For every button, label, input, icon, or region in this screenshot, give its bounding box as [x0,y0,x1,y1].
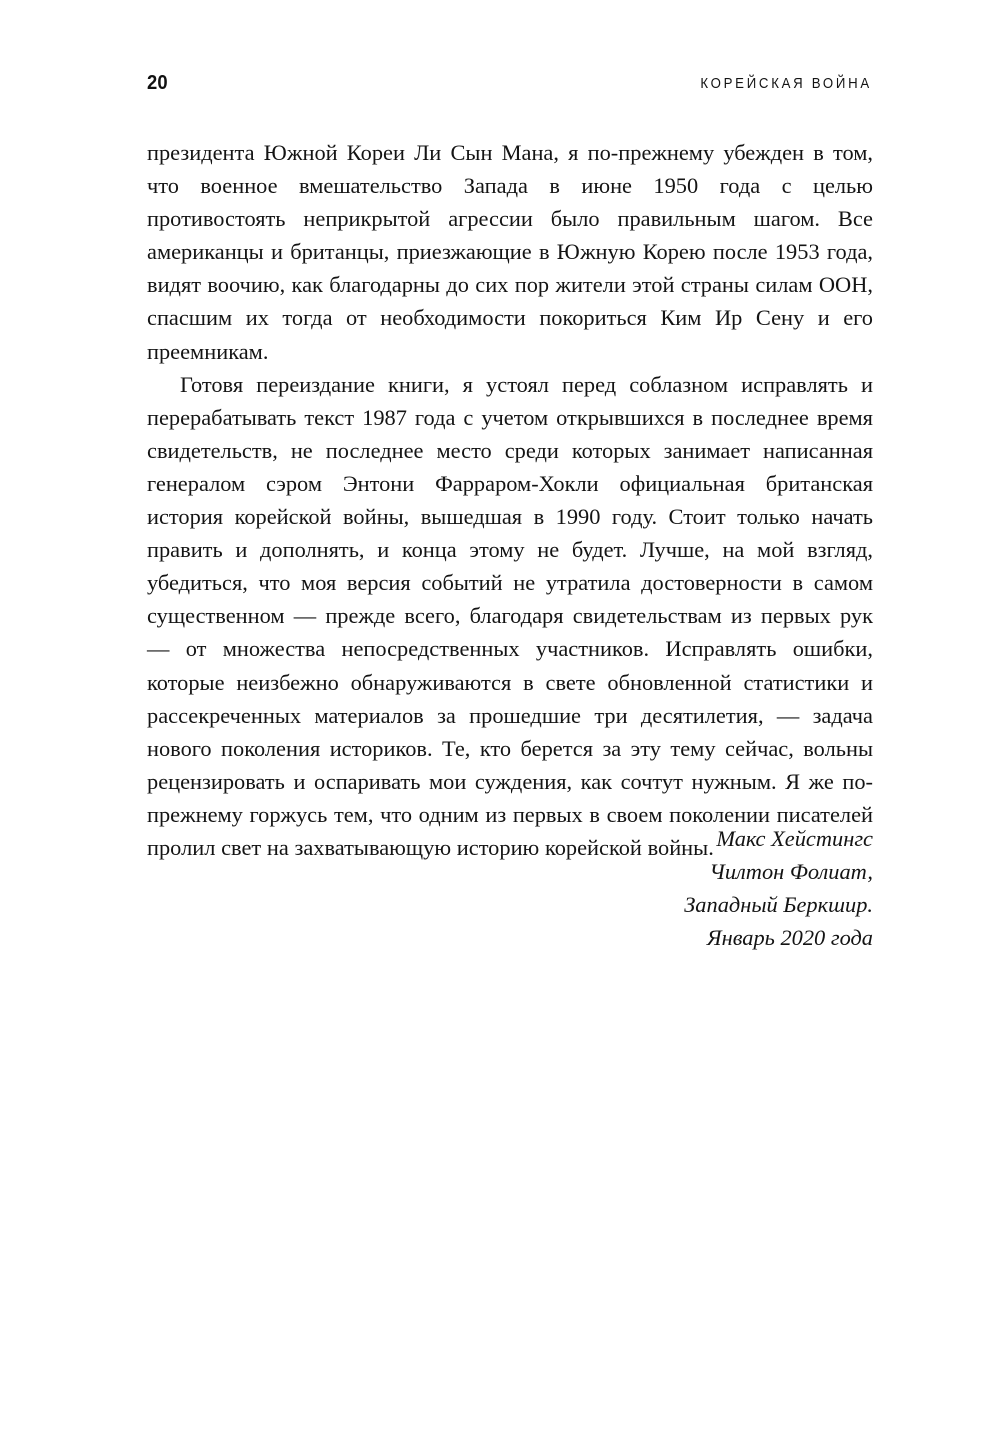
running-head-title: КОРЕЙСКАЯ ВОЙНА [700,74,872,92]
signature-place-line-2: Западный Беркшир. [684,892,873,918]
body-text-block [147,136,873,864]
signature-date: Январь 2020 года [706,925,873,951]
signature-place-line-1: Чилтон Фолиат, [709,859,873,885]
running-head [147,68,872,98]
signature-block [147,822,873,954]
page-number: 20 [147,71,168,94]
signature-author: Макс Хейстингс [716,826,873,851]
paragraph-second: Готовя переиздание книги, я устоял перед соблазном исправлять и перерабатывать текст 1987 года с учетом открывшихся в последнее время свидетельств, не последнее место среди которых занимает написанная генералом сэром Энтони Фарраром-Хокли официальная британская история корейской войны, вышедшая в 1990 году. Стоит только начать править и дополнять, и конца этому не будет. Лучше, на мой взгляд, убедиться, что моя версия событий не утратила достоверности в самом существенном — прежде всего, благодаря свидетельствам из первых рук — от множества непосредственных участников. Исправлять ошибки, которые неизбежно обнаруживаются в свете обновленной статистики и рассекреченных материалов за прошедшие три десятилетия, — задача нового поколения историков. Те, кто берется за эту тему сейчас, вольны рецензировать и оспаривать мои суждения, как сочтут нужным. Я же по-прежнему горжусь тем, что одним из первых в своем поколении писателей пролил свет на захватывающую историю корейской войны. [147,371,873,860]
paragraph-continued: президента Южной Кореи Ли Сын Мана, я по-прежнему убежден в том, что военное вмешательство Запада в июне 1950 года с целью противостоять неприкрытой агрессии было правильным шагом. Все американцы и британцы, приезжающие в Южную Корею после 1953 года, видят воочию, как благодарны до сих пор жители этой страны силам ООН, спасшим их тогда от необходимости покориться Ким Ир Сену и его преемникам. [147,140,873,364]
